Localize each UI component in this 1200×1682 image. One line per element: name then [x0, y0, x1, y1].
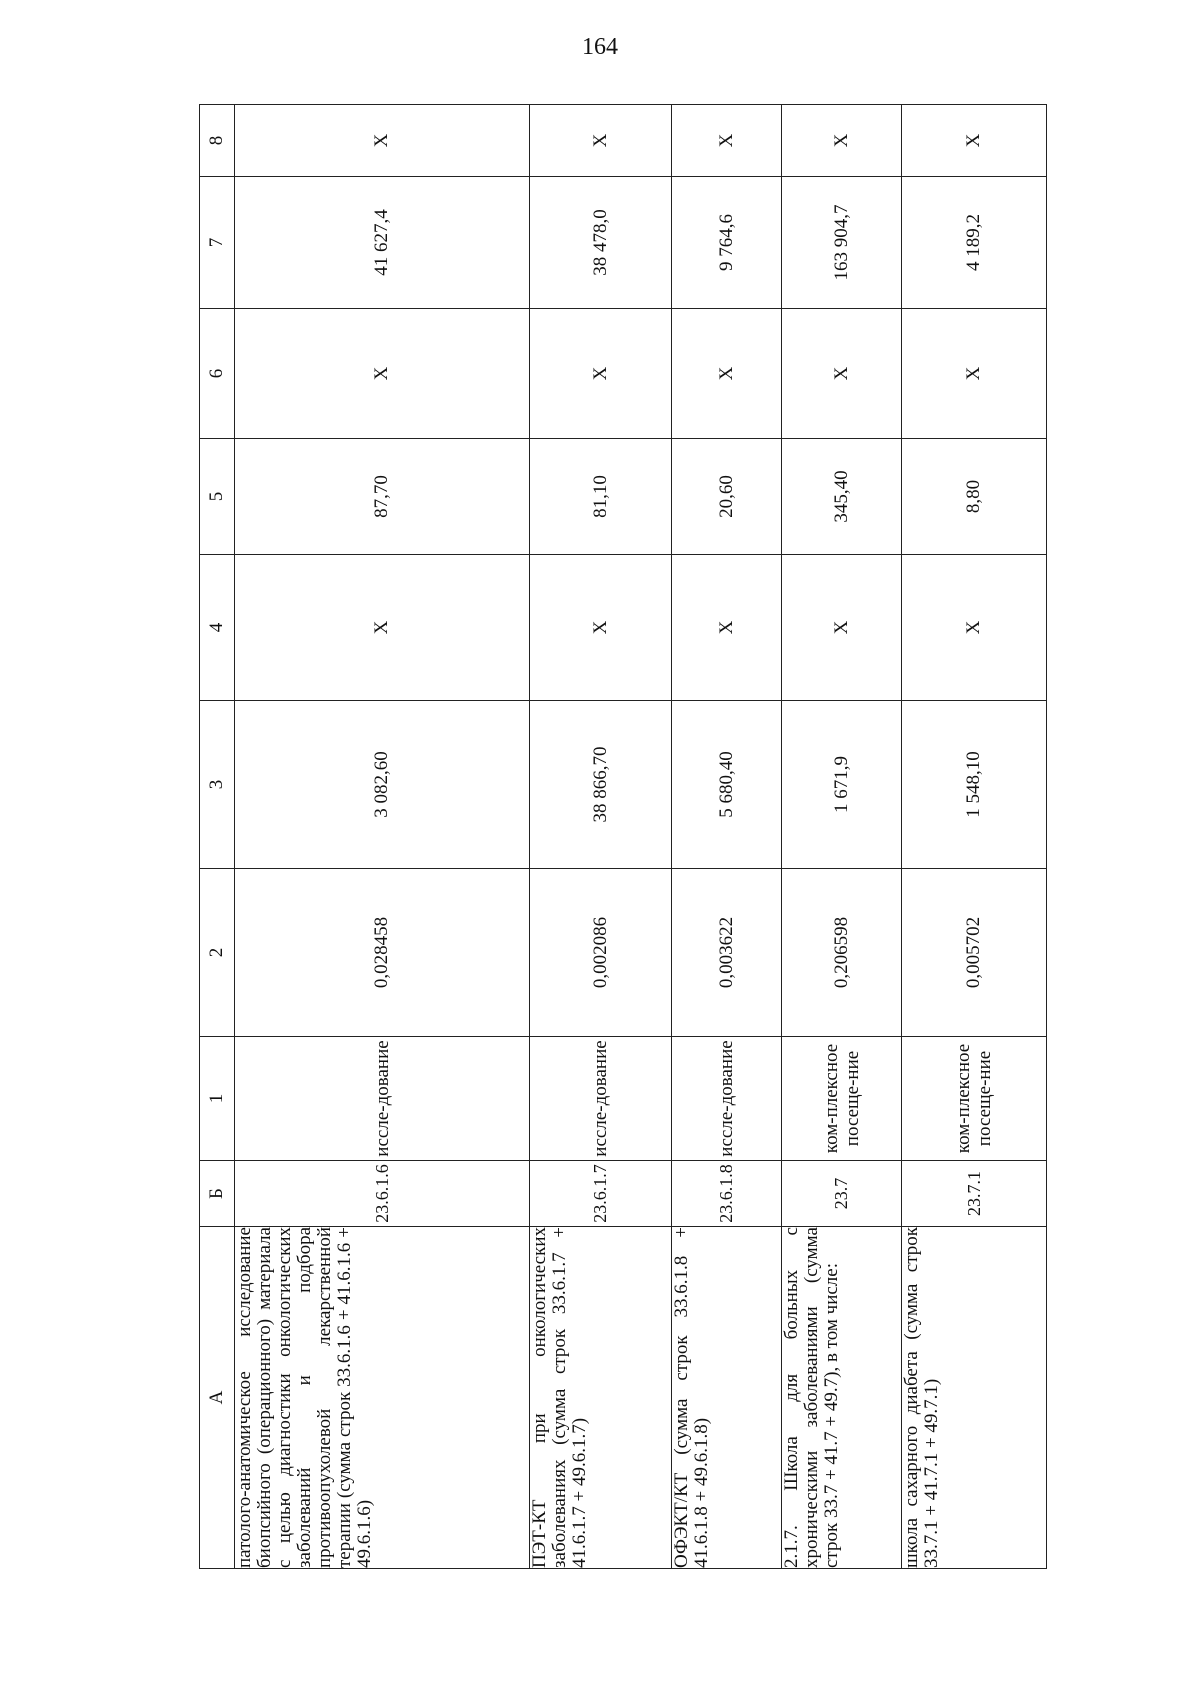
cell-col-6: Х	[672, 309, 782, 439]
cell-col-4: Х	[902, 555, 1047, 701]
cell-col-8: Х	[530, 105, 672, 177]
cell-col-3: 1 548,10	[902, 701, 1047, 869]
cell-col-8: Х	[235, 105, 530, 177]
row-description: школа сахарного диабета (сумма строк 33.7.1 + 41.7.1 + 49.7.1)	[902, 1227, 1047, 1569]
cell-col-2: 0,002086	[530, 869, 672, 1037]
cell-col-2: 0,005702	[902, 869, 1047, 1037]
cell-col-6: Х	[782, 309, 902, 439]
header-col-b: Б	[200, 1161, 235, 1227]
row-unit: ком-плексное посеще-ние	[902, 1037, 1047, 1161]
cell-col-4: Х	[782, 555, 902, 701]
cell-col-6: Х	[235, 309, 530, 439]
cell-col-5: 8,80	[902, 439, 1047, 555]
cell-col-3: 3 082,60	[235, 701, 530, 869]
row-code: 23.6.1.6	[235, 1161, 530, 1227]
cell-col-2: 0,028458	[235, 869, 530, 1037]
row-code: 23.6.1.8	[672, 1161, 782, 1227]
header-col-8: 8	[200, 105, 235, 177]
row-code: 23.6.1.7	[530, 1161, 672, 1227]
cell-col-7: 163 904,7	[782, 177, 902, 309]
row-description: ОФЭКТ/КТ (сумма строк 33.6.1.8 + 41.6.1.8 + 49.6.1.8)	[672, 1227, 782, 1569]
cell-col-7: 41 627,4	[235, 177, 530, 309]
row-unit: иссле-дование	[672, 1037, 782, 1161]
row-description: 2.1.7. Школа для больных с хроническими заболеваниями (сумма строк 33.7 + 41.7 + 49.7), в том числе:	[782, 1227, 902, 1569]
cell-col-4: Х	[530, 555, 672, 701]
header-col-3: 3	[200, 701, 235, 869]
cell-col-4: Х	[235, 555, 530, 701]
table-row	[672, 105, 782, 1569]
header-col-6: 6	[200, 309, 235, 439]
cell-col-2: 0,206598	[782, 869, 902, 1037]
cell-col-2: 0,003622	[672, 869, 782, 1037]
cell-col-8: Х	[782, 105, 902, 177]
header-col-a: А	[200, 1227, 235, 1569]
cell-col-6: Х	[902, 309, 1047, 439]
cell-col-4: Х	[672, 555, 782, 701]
cell-col-7: 4 189,2	[902, 177, 1047, 309]
header-col-1: 1	[200, 1037, 235, 1161]
cell-col-8: Х	[902, 105, 1047, 177]
row-description: патолого-анатомическое исследование биопсийного (операционного) материала с целью диагностики онкологических заболеваний и подбора противоопухолевой лекарственной терапии (сумма строк 33.6.1.6 + 41.6.1.6 + 49.6.1.6)	[235, 1227, 530, 1569]
header-row	[200, 105, 235, 1569]
header-col-2: 2	[200, 869, 235, 1037]
row-code: 23.7	[782, 1161, 902, 1227]
row-description: ПЭТ-КТ при онкологических заболеваниях (сумма строк 33.6.1.7 + 41.6.1.7 + 49.6.1.7)	[530, 1227, 672, 1569]
row-unit: иссле-дование	[530, 1037, 672, 1161]
cell-col-7: 9 764,6	[672, 177, 782, 309]
cell-col-7: 38 478,0	[530, 177, 672, 309]
row-code: 23.7.1	[902, 1161, 1047, 1227]
table-row	[235, 105, 530, 1569]
cell-col-6: Х	[530, 309, 672, 439]
page-number: 164	[582, 34, 618, 60]
table-row	[530, 105, 672, 1569]
cell-col-8: Х	[672, 105, 782, 177]
header-col-7: 7	[200, 177, 235, 309]
cell-col-5: 345,40	[782, 439, 902, 555]
cell-col-5: 87,70	[235, 439, 530, 555]
table-row	[782, 105, 902, 1569]
data-table	[199, 104, 1047, 1569]
cell-col-5: 81,10	[530, 439, 672, 555]
row-unit: иссле-дование	[235, 1037, 530, 1161]
header-col-4: 4	[200, 555, 235, 701]
header-col-5: 5	[200, 439, 235, 555]
cell-col-3: 1 671,9	[782, 701, 902, 869]
rotated-table-container	[199, 105, 1045, 1569]
cell-col-3: 38 866,70	[530, 701, 672, 869]
cell-col-5: 20,60	[672, 439, 782, 555]
cell-col-3: 5 680,40	[672, 701, 782, 869]
table-row	[902, 105, 1047, 1569]
row-unit: ком-плексное посеще-ние	[782, 1037, 902, 1161]
